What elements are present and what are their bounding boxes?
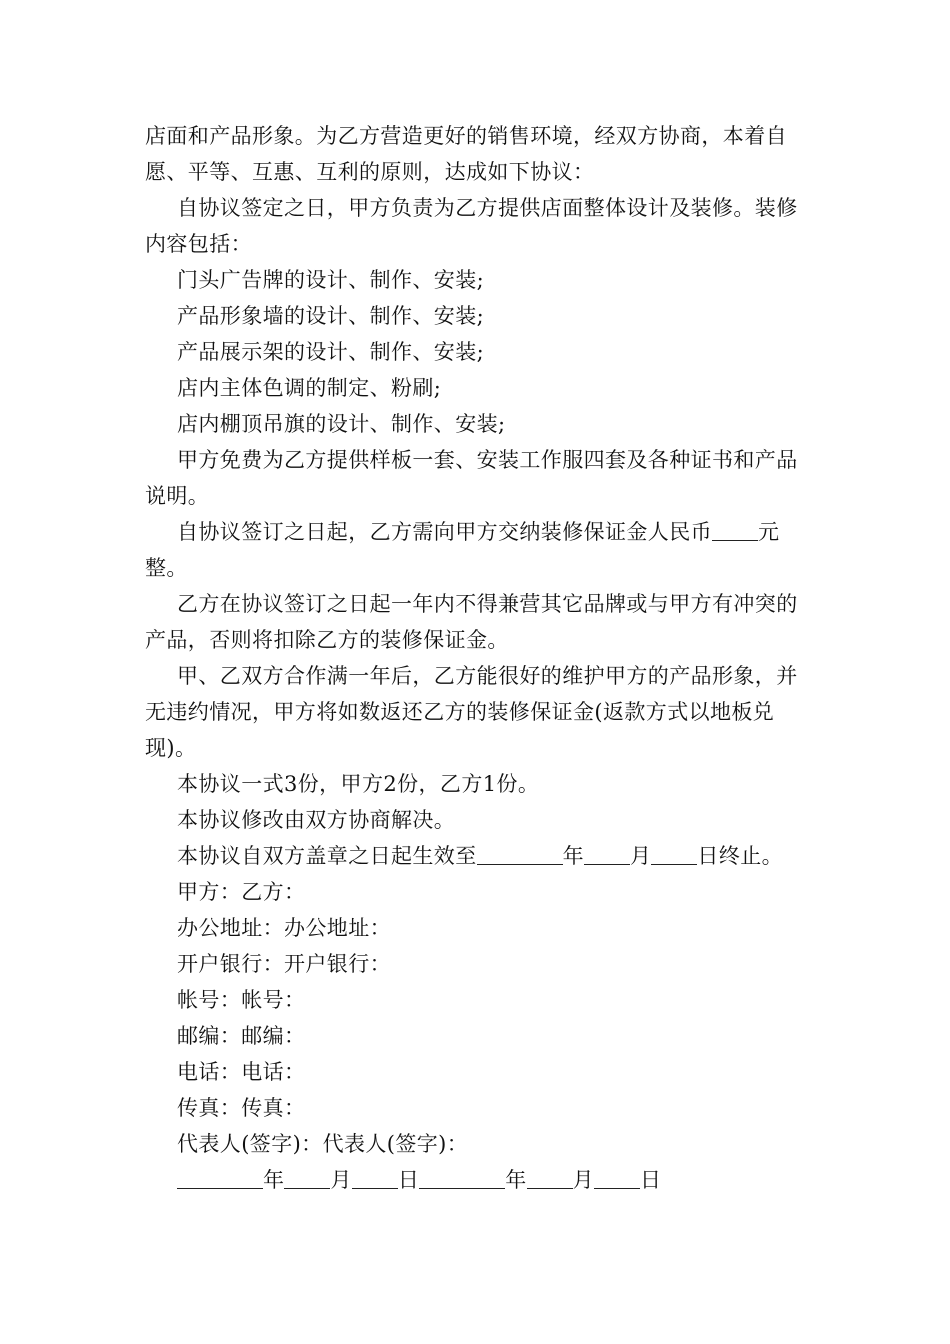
party-a-month-word: 月 xyxy=(330,1168,352,1192)
paragraph-validity xyxy=(145,838,810,874)
signature-party-names: 甲方：乙方： xyxy=(177,880,306,904)
list-item-door-sign: 门头广告牌的设计、制作、安装; xyxy=(177,268,485,292)
validity-day-blank xyxy=(651,844,697,865)
validity-day-word: 日 xyxy=(697,844,719,868)
signature-postal-code: 邮编：邮编： xyxy=(177,1024,306,1048)
paragraph-free-samples: 甲方免费为乙方提供样板一套、安装工作服四套及各种证书和产品说明。 xyxy=(145,448,798,508)
deposit-amount-blank xyxy=(712,520,758,541)
party-a-day-word: 日 xyxy=(397,1168,420,1192)
paragraph-intro-continuation: 店面和产品形象。为乙方营造更好的销售环境，经双方协商，本着自愿、平等、互惠、互利的原则，达成如下协议： xyxy=(145,124,787,184)
paragraph-copies: 本协议一式3份，甲方2份，乙方1份。 xyxy=(177,772,540,796)
signature-account-number: 帐号：帐号： xyxy=(177,988,306,1012)
paragraph-deposit-return: 甲、乙双方合作满一年后，乙方能很好的维护甲方的产品形象，并无违约情况，甲方将如数返还乙方的装修保证金(返款方式以地板兑现)。 xyxy=(145,664,798,760)
party-a-month-blank xyxy=(284,1168,330,1189)
validity-month-word: 月 xyxy=(630,844,652,868)
party-b-day-word: 日 xyxy=(640,1168,662,1192)
party-a-year-word: 年 xyxy=(263,1168,285,1192)
list-item-image-wall: 产品形象墙的设计、制作、安装; xyxy=(177,304,485,328)
paragraph-exclusivity: 乙方在协议签订之日起一年内不得兼营其它品牌或与甲方有冲突的产品，否则将扣除乙方的装修保证金。 xyxy=(145,592,798,652)
validity-text: 本协议自双方盖章之日起生效至 xyxy=(177,844,477,868)
party-b-year-blank xyxy=(419,1168,505,1189)
party-b-month-word: 月 xyxy=(572,1168,595,1192)
signature-representative: 代表人(签字)：代表人(签字)： xyxy=(177,1132,469,1156)
validity-year-blank xyxy=(477,844,563,865)
list-item-display-rack: 产品展示架的设计、制作、安装; xyxy=(177,340,485,364)
document-body xyxy=(145,118,810,1198)
party-b-day-blank xyxy=(594,1168,640,1189)
signature-office-address: 办公地址：办公地址： xyxy=(177,916,391,940)
list-item-ceiling-flags: 店内棚顶吊旗的设计、制作、安装; xyxy=(177,412,506,436)
paragraph-renovation-scope: 自协议签定之日，甲方负责为乙方提供店面整体设计及装修。装修内容包括： xyxy=(145,196,798,256)
signature-bank: 开户银行：开户银行： xyxy=(177,952,391,976)
deposit-unit-text: 元整。 xyxy=(145,520,780,580)
party-a-year-blank xyxy=(177,1168,263,1189)
party-b-year-word: 年 xyxy=(505,1168,527,1192)
signature-phone: 电话：电话： xyxy=(177,1060,306,1084)
validity-end-word: 终止。 xyxy=(718,844,784,868)
signature-date-line xyxy=(145,1162,810,1198)
validity-month-blank xyxy=(584,844,630,865)
paragraph-deposit xyxy=(145,514,810,586)
party-b-month-blank xyxy=(527,1168,573,1189)
validity-year-word: 年 xyxy=(562,844,585,868)
paragraph-amendment: 本协议修改由双方协商解决。 xyxy=(177,808,456,832)
signature-fax: 传真：传真： xyxy=(177,1096,306,1120)
deposit-text: 自协议签订之日起，乙方需向甲方交纳装修保证金人民币 xyxy=(177,520,712,544)
list-item-color-paint: 店内主体色调的制定、粉刷; xyxy=(177,376,442,400)
party-a-day-blank xyxy=(352,1168,398,1189)
